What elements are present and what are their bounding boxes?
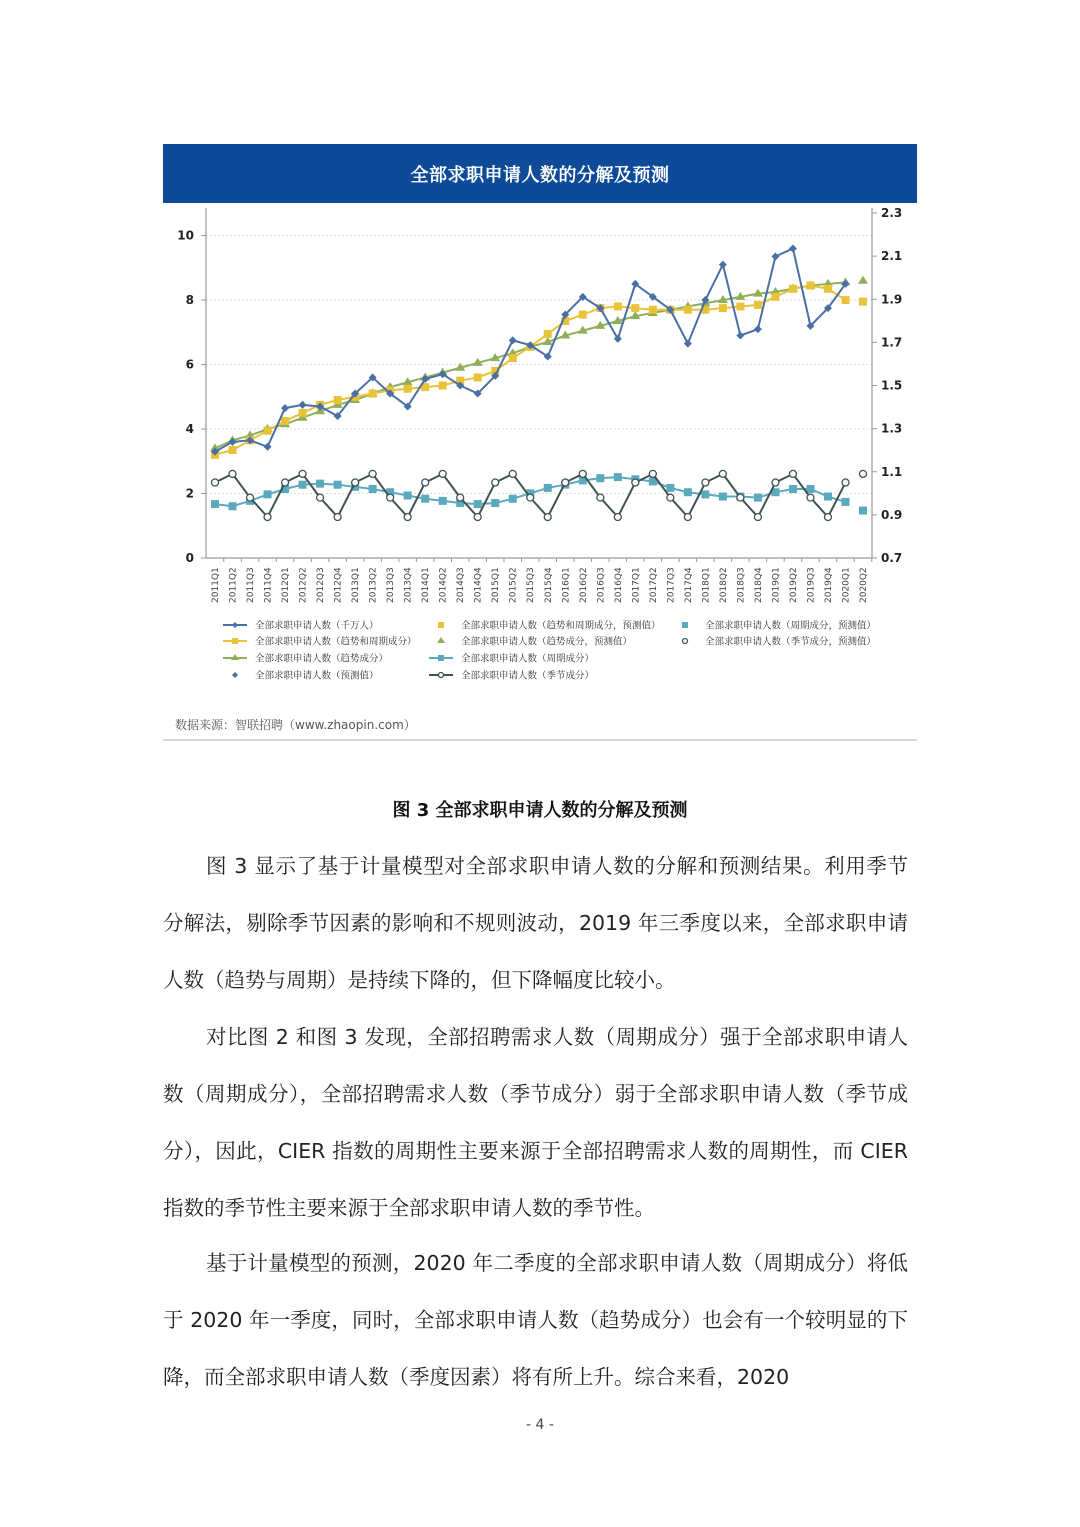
- body-paragraph-1: [163, 838, 908, 1009]
- legend-item: [223, 620, 379, 632]
- data-point-square: [369, 390, 377, 398]
- data-point-square: [404, 385, 412, 393]
- data-point-circle: [299, 470, 306, 477]
- x-tick-label: 2014Q2: [438, 567, 449, 603]
- x-tick-label: 2013Q2: [368, 567, 379, 603]
- legend-label: 全部求职申请人数（趋势成分，预测值）: [461, 636, 633, 648]
- y-right-tick-label: 2.1: [881, 249, 903, 264]
- legend-item: [682, 620, 876, 632]
- x-tick-label: 2012Q1: [281, 567, 292, 603]
- data-point-circle: [439, 673, 444, 678]
- data-point-circle: [702, 479, 709, 486]
- data-point-circle: [824, 514, 831, 521]
- data-point-diamond: [614, 335, 622, 343]
- data-point-diamond: [754, 325, 762, 333]
- x-tick-label: 2019Q3: [806, 567, 817, 603]
- data-point-circle: [404, 514, 411, 521]
- data-point-square: [771, 293, 779, 301]
- data-point-square: [754, 301, 762, 309]
- data-point-square: [264, 427, 272, 435]
- data-point-square: [334, 481, 342, 489]
- data-point-square: [229, 446, 237, 454]
- x-tick-label: 2014Q3: [456, 567, 467, 603]
- data-point-diamond: [719, 261, 727, 269]
- page-number: - 4 -: [526, 1417, 554, 1433]
- y-left-tick-label: 6: [185, 357, 194, 372]
- data-point-square: [824, 493, 832, 501]
- legend-label: 全部求职申请人数（预测值）: [255, 670, 379, 682]
- figure-header: [163, 144, 917, 203]
- data-point-square: [719, 304, 727, 312]
- figure-panel: [163, 144, 917, 741]
- data-point-diamond: [771, 253, 779, 261]
- body-paragraph-3: [163, 1235, 908, 1406]
- data-point-circle: [247, 494, 254, 501]
- data-point-square: [841, 498, 849, 506]
- data-point-circle: [457, 494, 464, 501]
- data-point-circle: [632, 479, 639, 486]
- paragraph-text: 图 3 显示了基于计量模型对全部求职申请人数的分解和预测结果。利用季节分解法，剔除季节因素的影响和不规则波动，2019 年三季度以来，全部求职申请人数（趋势与周期）是持续下降的，但下降幅度比较小。: [163, 854, 908, 992]
- data-point-diamond: [281, 404, 289, 412]
- data-point-square: [789, 485, 797, 493]
- data-point-square: [438, 622, 444, 628]
- paragraph-text: 对比图 2 和图 3 发现，全部招聘需求人数（周期成分）强于全部求职申请人数（周期成分），全部招聘需求人数（季节成分）弱于全部求职申请人数（季节成分），因此，CIER 指数的周期性主要来源于全部招聘需求人数的周期性，而 CIER 指数的季节性主要来源于全部求职申请人数的季节性。: [163, 1025, 908, 1220]
- chart: [163, 203, 917, 713]
- data-point-square: [316, 480, 324, 488]
- data-point-square: [684, 488, 692, 496]
- y-axis-left-ticks: [177, 229, 206, 565]
- legend-label: 全部求职申请人数（周期成分）: [461, 653, 595, 665]
- x-tick-label: 2017Q3: [666, 567, 677, 603]
- x-tick-label: 2015Q1: [491, 567, 502, 603]
- data-point-square: [299, 481, 307, 489]
- legend-item: [223, 653, 388, 665]
- axes: [206, 208, 872, 558]
- y-left-tick-label: 4: [185, 422, 194, 437]
- series-2: [859, 298, 867, 306]
- x-tick-label: 2020Q1: [841, 567, 852, 603]
- x-tick-label: 2019Q1: [771, 567, 782, 603]
- x-tick-label: 2015Q4: [543, 567, 554, 603]
- x-tick-label: 2014Q1: [421, 567, 432, 603]
- x-tick-label: 2012Q2: [298, 567, 309, 603]
- legend-item: [232, 670, 379, 682]
- data-point-circle: [334, 514, 341, 521]
- data-point-circle: [754, 514, 761, 521]
- x-tick-label: 2013Q1: [351, 567, 362, 603]
- y-right-tick-label: 0.9: [881, 507, 903, 522]
- data-point-square: [736, 303, 744, 311]
- series-4: [858, 276, 868, 284]
- data-point-circle: [597, 494, 604, 501]
- data-point-square: [334, 396, 342, 404]
- data-point-square: [438, 655, 444, 661]
- x-tick-label: 2017Q1: [631, 567, 642, 603]
- series-1: [211, 282, 849, 459]
- data-point-circle: [282, 479, 289, 486]
- x-tick-label: 2015Q3: [526, 567, 537, 603]
- data-point-square: [579, 311, 587, 319]
- legend-label: 全部求职申请人数（趋势和周期成分，预测值）: [461, 620, 661, 632]
- data-point-circle: [737, 494, 744, 501]
- y-left-tick-label: 10: [177, 228, 194, 243]
- figure-caption: 图 3 全部求职申请人数的分解及预测: [392, 800, 688, 821]
- data-point-circle: [579, 470, 586, 477]
- data-point-diamond: [509, 336, 517, 344]
- data-point-square: [491, 499, 499, 507]
- data-point-circle: [772, 479, 779, 486]
- x-tick-label: 2016Q2: [578, 567, 589, 603]
- data-point-square: [859, 507, 867, 515]
- data-point-square: [789, 285, 797, 293]
- data-point-square: [544, 484, 552, 492]
- data-point-square: [281, 417, 289, 425]
- data-point-circle: [387, 494, 394, 501]
- x-tick-label: 2016Q1: [561, 567, 572, 603]
- data-point-square: [421, 495, 429, 503]
- data-point-square: [684, 306, 692, 314]
- body-paragraph-2: [163, 1009, 908, 1237]
- data-point-circle: [667, 494, 674, 501]
- data-point-circle: [369, 470, 376, 477]
- data-point-circle: [683, 639, 688, 644]
- data-point-circle: [649, 470, 656, 477]
- y-left-tick-label: 2: [185, 486, 194, 501]
- x-tick-label: 2011Q2: [228, 567, 239, 603]
- data-point-circle: [527, 494, 534, 501]
- x-tick-label: 2016Q3: [596, 567, 607, 603]
- data-point-square: [806, 282, 814, 290]
- data-point-square: [859, 298, 867, 306]
- x-tick-label: 2019Q2: [788, 567, 799, 603]
- data-point-circle: [474, 514, 481, 521]
- data-point-square: [719, 493, 727, 501]
- y-right-tick-label: 1.5: [881, 378, 903, 393]
- legend-item: [429, 670, 594, 682]
- data-point-circle: [229, 470, 236, 477]
- data-point-circle: [212, 479, 219, 486]
- data-point-square: [631, 304, 639, 312]
- data-point-diamond: [264, 443, 272, 451]
- data-point-square: [824, 285, 832, 293]
- x-tick-label: 2015Q2: [508, 567, 519, 603]
- data-point-square: [806, 485, 814, 493]
- data-point-square: [264, 490, 272, 498]
- x-tick-label: 2011Q1: [211, 567, 221, 603]
- series-9: [860, 470, 867, 477]
- data-point-diamond: [789, 244, 797, 252]
- figure-divider: [163, 739, 917, 741]
- series-7: [859, 507, 867, 515]
- data-point-circle: [509, 470, 516, 477]
- data-point-square: [666, 484, 674, 492]
- data-point-square: [404, 491, 412, 499]
- data-point-square: [614, 473, 622, 481]
- data-point-diamond: [684, 340, 692, 348]
- y-right-tick-label: 2.3: [881, 206, 903, 220]
- x-tick-label: 2012Q3: [316, 567, 327, 603]
- legend-label: 全部求职申请人数（千万人）: [255, 620, 379, 632]
- x-tick-label: 2017Q2: [648, 567, 659, 603]
- data-point-square: [509, 354, 517, 362]
- legend-item: [437, 636, 632, 648]
- legend-label: 全部求职申请人数（季节成分）: [461, 670, 595, 682]
- data-point-square: [211, 500, 219, 508]
- data-point-square: [649, 306, 657, 314]
- y-right-tick-label: 1.9: [881, 292, 903, 307]
- data-point-square: [439, 497, 447, 505]
- x-tick-label: 2011Q3: [246, 567, 257, 603]
- data-point-square: [232, 638, 238, 644]
- data-point-square: [754, 494, 762, 502]
- data-point-square: [701, 490, 709, 498]
- data-point-square: [474, 373, 482, 381]
- data-point-circle: [789, 470, 796, 477]
- legend-label: 全部求职申请人数（趋势成分）: [255, 653, 389, 665]
- x-tick-label: 2020Q2: [859, 567, 869, 603]
- legend-label: 全部求职申请人数（周期成分，预测值）: [705, 620, 877, 632]
- data-point-circle: [860, 470, 867, 477]
- data-source-note: 数据来源：智联招聘（www.zhaopin.com）: [175, 718, 416, 732]
- data-point-circle: [684, 514, 691, 521]
- data-point-circle: [317, 494, 324, 501]
- y-axis-right-ticks: [872, 206, 902, 565]
- legend-label: 全部求职申请人数（季节成分，预测值）: [705, 636, 877, 648]
- data-point-diamond: [299, 401, 307, 409]
- data-point-diamond: [232, 672, 238, 678]
- legend-item: [429, 653, 594, 665]
- x-tick-label: 2017Q4: [683, 567, 694, 603]
- y-left-tick-label: 8: [185, 293, 194, 308]
- data-point-square: [544, 330, 552, 338]
- x-tick-label: 2018Q2: [718, 567, 729, 603]
- data-point-circle: [719, 470, 726, 477]
- series-layer: [210, 244, 868, 520]
- data-point-circle: [842, 479, 849, 486]
- data-point-square: [841, 296, 849, 304]
- y-right-tick-label: 0.7: [881, 551, 903, 565]
- series-line: [215, 282, 845, 448]
- y-right-tick-label: 1.1: [881, 464, 903, 479]
- x-tick-label: 2016Q4: [613, 567, 624, 603]
- x-axis-ticks: [211, 558, 872, 603]
- data-point-circle: [264, 514, 271, 521]
- data-point-diamond: [736, 332, 744, 340]
- data-point-circle: [422, 479, 429, 486]
- data-point-diamond: [232, 622, 238, 628]
- x-tick-label: 2013Q4: [403, 567, 414, 603]
- data-point-circle: [807, 494, 814, 501]
- x-tick-label: 2019Q4: [823, 567, 834, 603]
- data-point-square: [596, 474, 604, 482]
- legend-item: [683, 636, 877, 648]
- y-right-tick-label: 1.7: [881, 335, 903, 350]
- data-point-square: [229, 502, 237, 510]
- data-point-circle: [614, 514, 621, 521]
- y-right-tick-label: 1.3: [881, 421, 903, 436]
- data-point-triangle: [437, 637, 445, 643]
- legend-item: [223, 636, 417, 648]
- data-point-circle: [492, 479, 499, 486]
- paragraph-text: 基于计量模型的预测，2020 年二季度的全部求职申请人数（周期成分）将低于 2020 年一季度，同时，全部求职申请人数（趋势成分）也会有一个较明显的下降，而全部求职申请人数（季度因素）将有所上升。综合来看，2020: [163, 1251, 908, 1389]
- data-point-square: [369, 485, 377, 493]
- data-point-square: [614, 303, 622, 311]
- legend: [223, 620, 876, 682]
- x-tick-label: 2012Q4: [333, 567, 344, 603]
- legend-label: 全部求职申请人数（趋势和周期成分）: [255, 636, 417, 648]
- legend-item: [438, 620, 661, 632]
- x-tick-label: 2018Q4: [753, 567, 764, 603]
- data-point-circle: [439, 470, 446, 477]
- data-point-circle: [562, 479, 569, 486]
- x-tick-label: 2011Q4: [263, 567, 274, 603]
- data-point-triangle: [858, 276, 868, 284]
- figure-header-title: 全部求职申请人数的分解及预测: [410, 164, 670, 186]
- x-tick-label: 2018Q1: [701, 567, 712, 603]
- x-tick-label: 2018Q3: [736, 567, 747, 603]
- data-point-square: [509, 495, 517, 503]
- x-tick-label: 2013Q3: [386, 567, 397, 603]
- data-point-square: [299, 409, 307, 417]
- y-left-tick-label: 0: [185, 551, 194, 565]
- data-point-square: [439, 382, 447, 390]
- data-point-square: [682, 622, 688, 628]
- series-8: [212, 470, 849, 520]
- data-point-circle: [544, 514, 551, 521]
- data-point-circle: [352, 479, 359, 486]
- data-point-square: [474, 500, 482, 508]
- x-tick-label: 2014Q4: [473, 567, 484, 603]
